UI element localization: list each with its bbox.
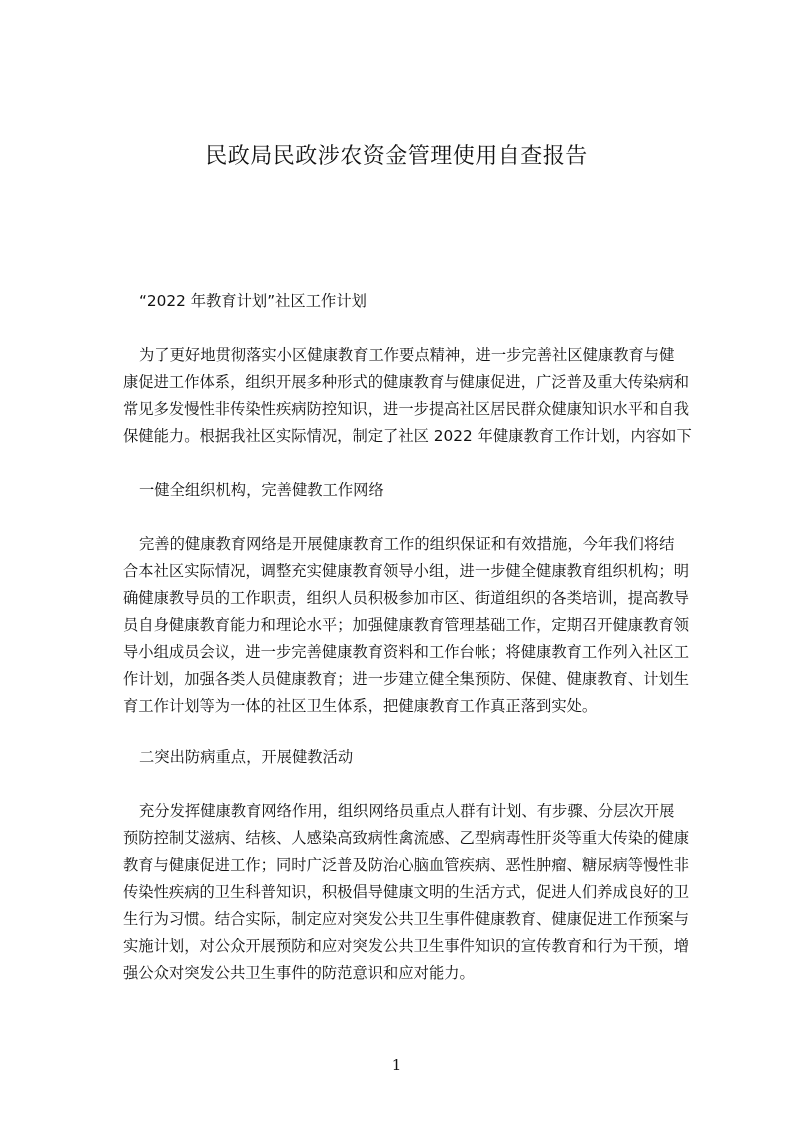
paragraph-line: 教育与健康促进工作；同时广泛普及防治心脑血管疾病、恶性肿瘤、糖尿病等慢性非 (123, 856, 689, 874)
paragraph-line: 员自身健康教育能力和理论水平；加强健康教育管理基础工作，定期召开健康教育领 (123, 616, 689, 634)
paragraph-line: 康促进工作体系，组织开展多种形式的健康教育与健康促进，广泛普及重大传染病和 (123, 373, 689, 391)
paragraph-line: 完善的健康教育网络是开展健康教育工作的组织保证和有效措施，今年我们将结 (139, 535, 675, 553)
paragraph-line: 为了更好地贯彻落实小区健康教育工作要点精神，进一步完善社区健康教育与健 (139, 346, 675, 364)
section-heading: 一健全组织机构，完善健教工作网络 (139, 481, 384, 499)
paragraph-line: 合本社区实际情况，调整充实健康教育领导小组，进一步健全健康教育组织机构；明 (123, 562, 689, 580)
paragraph-line: 保健能力。根据我社区实际情况，制定了社区 2022 年健康教育工作计划，内容如下 (123, 427, 692, 445)
paragraph-line: 导小组成员会议，进一步完善健康教育资料和工作台帐；将健康教育工作列入社区工 (123, 643, 689, 661)
subtitle: “2022 年教育计划”社区工作计划 (139, 292, 367, 310)
paragraph-line: 作计划，加强各类人员健康教育；进一步建立健全集预防、保健、健康教育、计划生 (123, 670, 689, 688)
paragraph-line: 生行为习惯。结合实际，制定应对突发公共卫生事件健康教育、健康促进工作预案与 (123, 910, 689, 928)
page-number: 1 (391, 1056, 402, 1074)
paragraph-line: 强公众对突发公共卫生事件的防范意识和应对能力。 (123, 964, 475, 982)
paragraph-line: 充分发挥健康教育网络作用，组织网络员重点人群有计划、有步骤、分层次开展 (139, 802, 675, 820)
document-title: 民政局民政涉农资金管理使用自查报告 (205, 144, 588, 169)
paragraph-line: 常见多发慢性非传染性疾病防控知识，进一步提高社区居民群众健康知识水平和自我 (123, 400, 689, 418)
paragraph-line: 确健康教导员的工作职责，组织人员积极参加市区、街道组织的各类培训，提高教导 (123, 589, 689, 607)
paragraph-line: 实施计划，对公众开展预防和应对突发公共卫生事件知识的宣传教育和行为干预，增 (123, 937, 689, 955)
section-heading: 二突出防病重点，开展健教活动 (139, 748, 354, 766)
paragraph-line: 预防控制艾滋病、结核、人感染高致病性禽流感、乙型病毒性肝炎等重大传染的健康 (123, 829, 689, 847)
paragraph-line: 育工作计划等为一体的社区卫生体系，把健康教育工作真正落到实处。 (123, 697, 598, 715)
paragraph-line: 传染性疾病的卫生科普知识，积极倡导健康文明的生活方式，促进人们养成良好的卫 (123, 883, 689, 901)
